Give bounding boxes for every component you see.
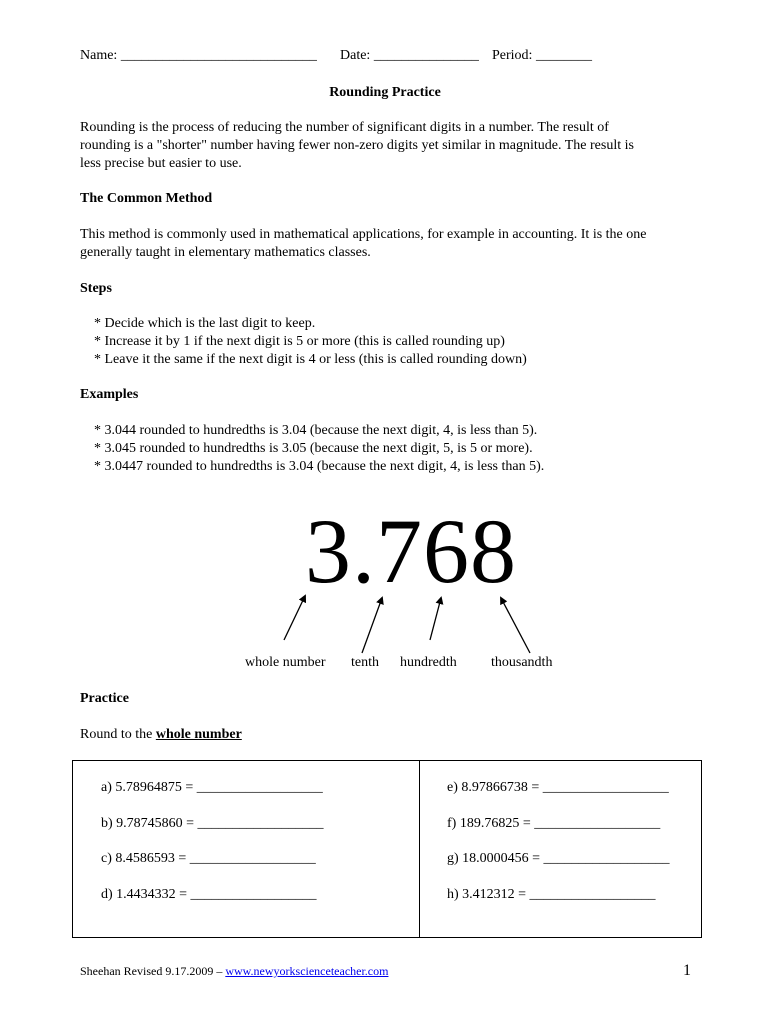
practice-item-d: d) 1.4434332 = __________________ (101, 887, 317, 902)
common-method-heading: The Common Method (80, 191, 213, 206)
examples-heading: Examples (80, 387, 139, 402)
example-item-2: * 3.045 rounded to hundredths is 3.05 (because the next digit, 5, is 5 or more). (94, 441, 533, 456)
practice-item-f: f) 189.76825 = __________________ (447, 816, 661, 831)
intro-line-2: rounding is a "shorter" number having fewer non-zero digits yet similar in magnitude. The result is (80, 138, 634, 153)
arrow-whole-number (284, 596, 305, 640)
step-item-3: * Leave it the same if the next digit is 4 or less (this is called rounding down) (94, 352, 527, 367)
footer-website-link[interactable]: www.newyorkscienceteacher.com (225, 964, 389, 978)
practice-instruction-prefix: Round to the (80, 727, 156, 742)
practice-item-h: h) 3.412312 = __________________ (447, 887, 656, 902)
intro-line-1: Rounding is the process of reducing the number of significant digits in a number. The result of (80, 120, 609, 135)
period-field-label: Period: ________ (492, 48, 592, 63)
example-item-1: * 3.044 rounded to hundredths is 3.04 (because the next digit, 4, is less than 5). (94, 423, 538, 438)
example-item-3: * 3.0447 rounded to hundredths is 3.04 (because the next digit, 4, is less than 5). (94, 459, 545, 474)
common-method-line-1: This method is commonly used in mathematical applications, for example in accounting. It is the one (80, 227, 647, 242)
practice-table-divider (419, 761, 420, 937)
label-whole-number: whole number (245, 655, 326, 670)
footer-credit (80, 964, 388, 979)
common-method-line-2: generally taught in elementary mathematics classes. (80, 245, 371, 260)
arrow-tenth (362, 598, 382, 653)
label-hundredth: hundredth (400, 655, 457, 670)
practice-table (72, 760, 702, 938)
practice-item-e: e) 8.97866738 = __________________ (447, 780, 669, 795)
step-item-1: * Decide which is the last digit to keep. (94, 316, 316, 331)
step-item-2: * Increase it by 1 if the next digit is 5 or more (this is called rounding up) (94, 334, 505, 349)
page-number: 1 (683, 962, 691, 979)
label-tenth: tenth (351, 655, 379, 670)
intro-line-3: less precise but easier to use. (80, 156, 242, 171)
practice-instruction (80, 726, 242, 744)
name-field-label: Name: ____________________________ (80, 48, 317, 63)
practice-instruction-emphasis: whole number (155, 727, 242, 742)
place-value-number: 3.768 (305, 500, 517, 602)
arrow-hundredth (430, 598, 441, 640)
date-field-label: Date: _______________ (340, 48, 479, 63)
steps-heading: Steps (80, 281, 112, 296)
footer-credit-text: Sheehan Revised 9.17.2009 – (80, 964, 226, 978)
practice-item-b: b) 9.78745860 = __________________ (101, 816, 324, 831)
practice-item-c: c) 8.4586593 = __________________ (101, 851, 316, 866)
practice-item-g: g) 18.0000456 = __________________ (447, 851, 670, 866)
arrow-thousandth (501, 598, 530, 653)
practice-heading: Practice (80, 691, 129, 706)
practice-item-a: a) 5.78964875 = __________________ (101, 780, 323, 795)
document-title: Rounding Practice (329, 85, 441, 100)
label-thousandth: thousandth (491, 655, 553, 670)
